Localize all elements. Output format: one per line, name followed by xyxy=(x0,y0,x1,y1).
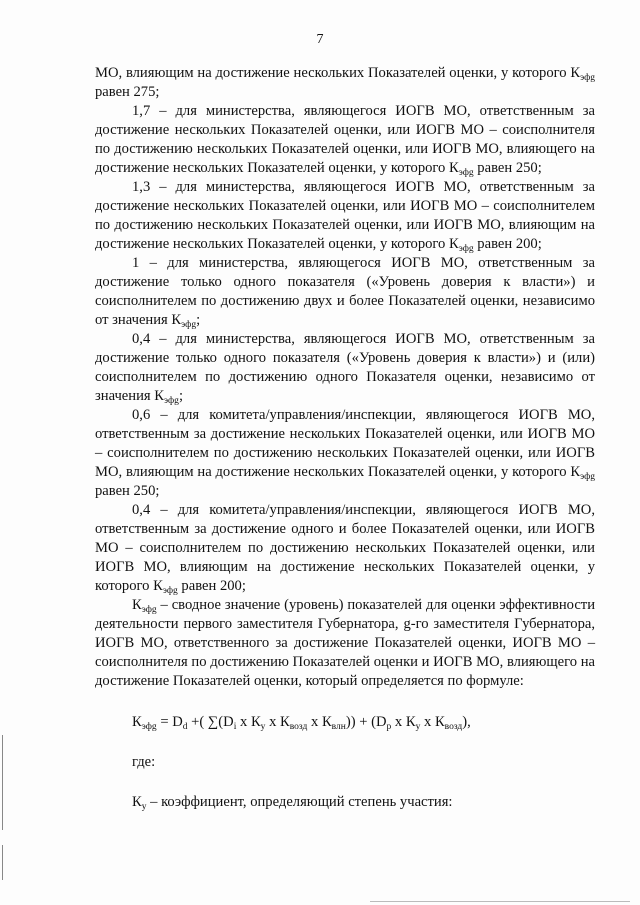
text-run: +( ∑(D xyxy=(187,714,234,730)
text-run: равен 250; xyxy=(95,483,160,499)
paragraph xyxy=(95,596,595,691)
subscript: у xyxy=(141,802,147,812)
text-run: равен 200; xyxy=(177,578,246,594)
text-run: 0,6 – для комитета/управления/инспекции, являющегося ИОГВ МО, ответственным за достижение нескольких Показателей оценки, или ИОГВ МО – соисполнителем по достижению нескольких Показателей оценки, или ИОГВ МО, влияющим на достижение нескольких Показателей оценки, у которого К xyxy=(95,407,595,480)
text-run: – коэффициент, определяющий степень участия: xyxy=(146,794,453,810)
text-run: 0,4 – для министерства, являющегося ИОГВ МО, ответственным за достижение только одного показателя («Уровень доверия к власти») и (или) соисполнителем по достижению одного Показателя оценки, независимо от значения К xyxy=(95,331,595,404)
subscript: эфg xyxy=(580,472,595,482)
text-run: ; xyxy=(178,388,183,404)
subscript: влн xyxy=(331,722,346,732)
text-run: равен 200; xyxy=(473,236,542,252)
paragraph xyxy=(95,406,595,501)
text-run: равен 250; xyxy=(473,160,542,176)
paragraph xyxy=(95,254,595,330)
text-run: х К xyxy=(265,714,290,730)
subscript: эфg xyxy=(580,73,595,83)
paragraph xyxy=(95,330,595,406)
text-run: х К xyxy=(307,714,332,730)
text-run: 1 – для министерства, являющегося ИОГВ МО, ответственным за достижение только одного показателя («Уровень доверия к власти») и соисполнителем по достижению двух и более Показателей оценки, независимо от значения К xyxy=(95,255,595,328)
scan-bottom-mark xyxy=(370,901,630,902)
subscript: эфg xyxy=(141,722,157,732)
paragraph xyxy=(95,102,595,178)
text-run: МО, влияющим на достижение нескольких Показателей оценки, у которого К xyxy=(95,65,581,81)
subscript: у xyxy=(260,722,266,732)
formula xyxy=(132,713,595,732)
scan-edge-mark xyxy=(2,845,3,880)
paragraph-list xyxy=(95,64,595,691)
subscript: у xyxy=(415,722,421,732)
subscript: i xyxy=(233,722,237,732)
text-run: )) + (D xyxy=(345,714,387,730)
text-run: х К xyxy=(391,714,416,730)
text-run: 1,7 – для министерства, являющегося ИОГВ МО, ответственным за достижение нескольких Показателей оценки, или ИОГВ МО – соисполнителя по достижению нескольких Показателей оценки, или ИОГВ МО, влияющего на достижение нескольких Показателей оценки, у которого К xyxy=(95,103,595,176)
subscript: d xyxy=(182,722,188,732)
subscript: эфg xyxy=(458,244,474,254)
text-run: равен 275; xyxy=(95,84,160,100)
text-run: К xyxy=(132,714,142,730)
subscript: эфg xyxy=(181,320,197,330)
subscript: возд xyxy=(289,722,308,732)
text-run: 0,4 – для комитета/управления/инспекции, являющегося ИОГВ МО, ответственным за достижение одного и более Показателей оценки, или ИОГВ МО – соисполнителем по достижению нескольких Показателей оценки, или ИОГВ МО, влияющим на достижение нескольких Показателей оценки, у которого К xyxy=(95,502,595,594)
where-label: где: xyxy=(132,754,156,770)
scan-edge-mark xyxy=(2,735,3,830)
paragraph xyxy=(95,64,595,102)
subscript: возд xyxy=(444,722,463,732)
paragraph xyxy=(95,501,595,596)
subscript: эфg xyxy=(164,396,179,406)
text-run: = D xyxy=(156,714,183,730)
subscript: р xyxy=(386,722,392,732)
subscript: эфg xyxy=(458,168,474,178)
paragraph xyxy=(95,178,595,254)
text-run: 1,3 – для министерства, являющегося ИОГВ МО, ответственным за достижение нескольких Показателей оценки, или ИОГВ МО – соисполнителем по достижению нескольких Показателей оценки, или ИОГВ МО, влияющим на достижение нескольких Показателей оценки, у которого К xyxy=(95,179,595,252)
text-run: ; xyxy=(196,312,201,328)
ky-definition xyxy=(132,793,595,812)
text-run: х К xyxy=(236,714,261,730)
subscript: эфg xyxy=(141,605,157,615)
page-number: 7 xyxy=(316,32,324,47)
text-run: х К xyxy=(420,714,445,730)
body-text xyxy=(95,64,595,812)
text-run: К xyxy=(132,794,142,810)
subscript: эфg xyxy=(162,586,178,596)
text-run: – сводное значение (уровень) показателей для оценки эффективности деятельности первого заместителя Губернатора, g-го заместителя Губернатора, ИОГВ МО, ответственного за достижение Показателей оценки, ИОГВ МО – соисполнителя по достижению Показателей оценки и ИОГВ МО, влияющего на достижение Показателей оценки, который определяется по формуле: xyxy=(95,597,595,689)
text-run: ), xyxy=(462,714,471,730)
text-run: К xyxy=(132,597,142,613)
